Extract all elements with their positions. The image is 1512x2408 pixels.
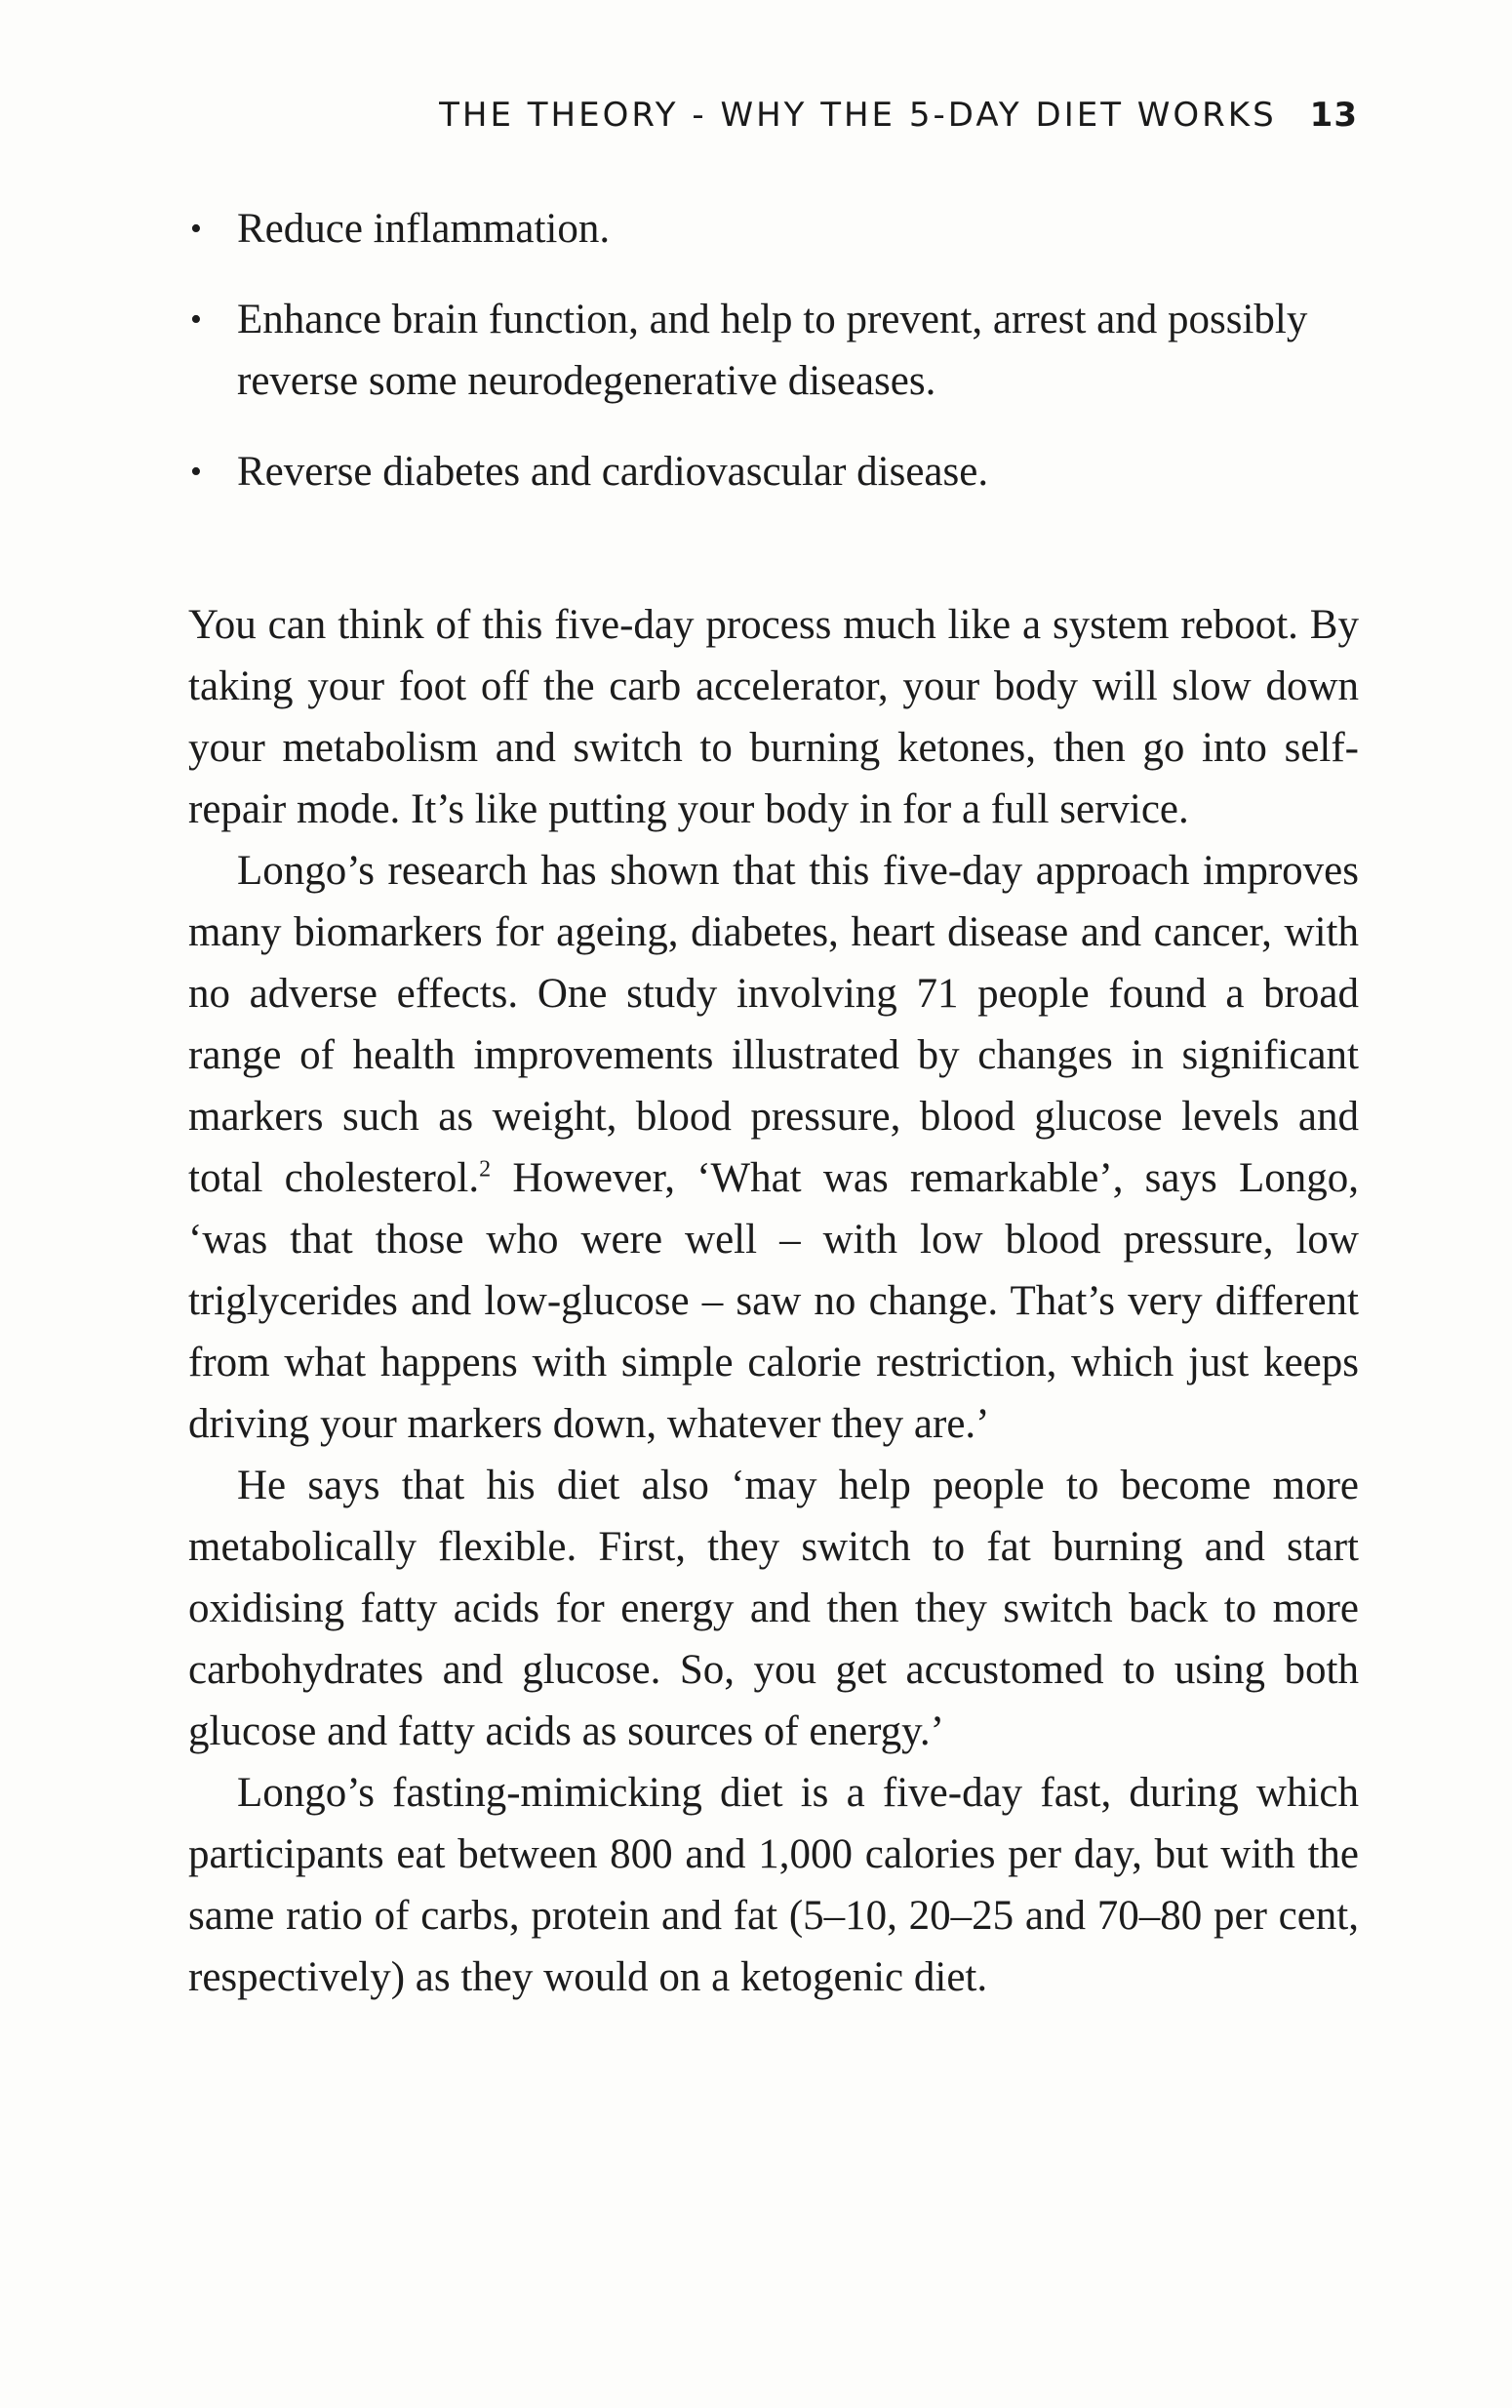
- list-item: [188, 289, 1359, 412]
- paragraph-text: Longo’s research has shown that this five-day approach improves many biomarkers for ageing, diabetes, heart disease and cancer, with no adverse effects. One study involving 71 people found a broad range of health improvements illustrated by changes in significant markers such as weight, blood pressure, blood glucose levels and total cholesterol.: [188, 848, 1359, 1201]
- bullet-icon: •: [190, 454, 202, 490]
- paragraph-text: However, ‘What was remarkable’, says Longo, ‘was that those who were well – with low blood pressure, low triglycerides and low-glucose – saw no change. That’s very different from what happens with simple calorie restriction, which just keeps driving your markers down, whatever they are.’: [188, 1155, 1359, 1447]
- running-header: [185, 96, 1358, 142]
- footnote-reference[interactable]: 2: [479, 1156, 492, 1183]
- bullet-icon: •: [190, 211, 202, 247]
- bullet-text: Reverse diabetes and cardiovascular disease.: [237, 449, 989, 495]
- bullet-list: [188, 198, 1359, 502]
- paragraph-fasting-mimicking-diet: Longo’s fasting-mimicking diet is a five-day fast, during which participants eat between 800 and 1,000 calories per day, but with the same ratio of carbs, protein and fat (5–10, 20–25 and 70–80 per cent, respectively) as they would on a ketogenic diet.: [188, 1770, 1359, 2000]
- list-item: [188, 441, 1359, 502]
- page-number: 13: [1309, 96, 1358, 135]
- list-item: [188, 198, 1359, 260]
- paragraph-longo-research: [188, 840, 1359, 1455]
- paragraph-metabolic-flexibility: He says that his diet also ‘may help people to become more metabolically flexible. First, they switch to fat burning and start oxidising fatty acids for energy and then they switch back to more carbohydrates and glucose. So, you get accustomed to using both glucose and fatty acids as sources of energy.’: [188, 1463, 1359, 1754]
- bullet-icon: •: [190, 301, 202, 338]
- body-text: [188, 198, 1359, 2008]
- running-title: THE THEORY - WHY THE 5-DAY DIET WORKS: [439, 96, 1277, 135]
- section-gap: [188, 532, 1359, 594]
- bullet-text: Reduce inflammation.: [237, 206, 611, 252]
- bullet-text: Enhance brain function, and help to prevent, arrest and possibly reverse some neurodegenerative diseases.: [237, 297, 1308, 404]
- paragraph-system-reboot: You can think of this five-day process much like a system reboot. By taking your foot off the carb accelerator, your body will slow down your metabolism and switch to burning ketones, then go into self-repair mode. It’s like putting your body in for a full service.: [188, 602, 1359, 832]
